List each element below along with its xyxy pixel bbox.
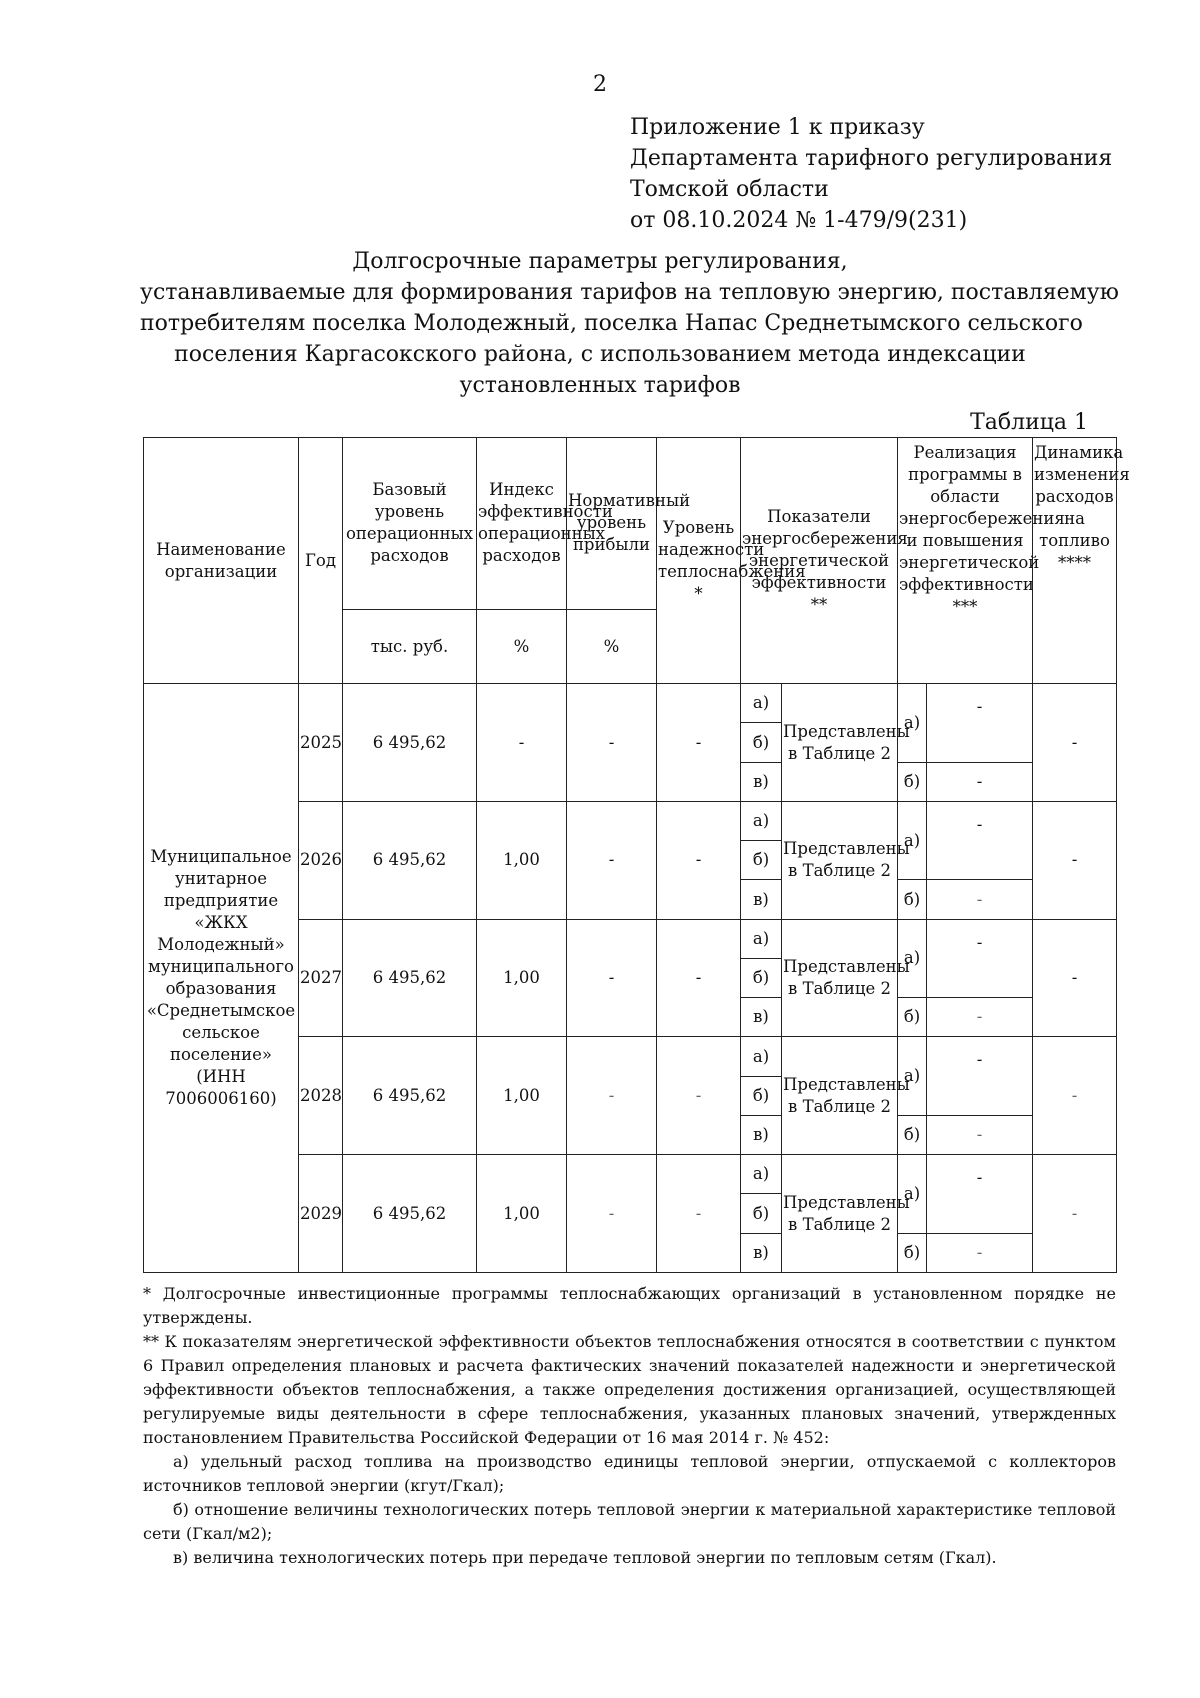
program-b-value: - — [927, 762, 1033, 801]
fuel-dynamics-cell: - — [1033, 801, 1117, 919]
base-cost-cell: 6 495,62 — [343, 801, 477, 919]
fuel-dynamics-cell: - — [1033, 684, 1117, 802]
fuel-dynamics-cell: - — [1033, 919, 1117, 1037]
indicators-reference-cell: Представлены в Таблице 2 — [782, 801, 898, 919]
table-row — [144, 684, 1117, 723]
program-sub-label: б) — [898, 762, 927, 801]
program-sub-label: а) — [898, 801, 927, 880]
reliability-cell: - — [657, 1037, 741, 1155]
unit-base-cost: тыс. руб. — [343, 609, 477, 683]
header-program: Реализация программы в области энергосбережения и повышения энергетической эффективности *** — [898, 438, 1033, 684]
footnote-item-a: а) удельный расход топлива на производство единицы тепловой энергии, отпускаемой с коллекторов источников тепловой энергии (кгут/Гкал); — [143, 1452, 1116, 1495]
header-efficiency-index: Индекс эффективности операционных расходов — [477, 438, 567, 610]
program-sub-label: б) — [898, 998, 927, 1037]
program-a-value: - — [927, 919, 1033, 998]
indicator-sub-label: б) — [741, 1076, 782, 1115]
reliability-cell: - — [657, 919, 741, 1037]
appendix-line: Приложение 1 к приказу — [630, 115, 925, 140]
base-cost-cell: 6 495,62 — [343, 684, 477, 802]
fuel-dynamics-cell: - — [1033, 1037, 1117, 1155]
year-cell: 2026 — [299, 801, 343, 919]
program-sub-label: б) — [898, 880, 927, 919]
program-sub-label: б) — [898, 1233, 927, 1272]
unit-profit-level: % — [567, 609, 657, 683]
efficiency-index-cell: 1,00 — [477, 919, 567, 1037]
program-b-value: - — [927, 1233, 1033, 1272]
title-line: поселения Каргасокского района, с использованием метода индексации — [174, 342, 1026, 367]
footnote-1: * Долгосрочные инвестиционные программы теплоснабжающих организаций в установленном порядке не утверждены. — [143, 1284, 1116, 1327]
year-cell: 2028 — [299, 1037, 343, 1155]
header-year: Год — [299, 438, 343, 684]
parameters-table — [143, 437, 1130, 1273]
program-a-value: - — [927, 1155, 1033, 1234]
title-line: потребителям поселка Молодежный, поселка Напас Среднетымского сельского — [140, 311, 1083, 336]
year-cell: 2025 — [299, 684, 343, 802]
reliability-cell: - — [657, 801, 741, 919]
page-number: 2 — [593, 72, 607, 97]
footnote-2: ** К показателям энергетической эффективности объектов теплоснабжения относятся в соответствии с пунктом 6 Правил определения плановых и расчета фактических значений показателей надежности и энергетической эффективности объектов теплоснабжения, а также определения достижения организацией, осуществляющей регулируемые виды деятельности в сфере теплоснабжения, указанных плановых значений, утвержденных постановлением Правительства Российской Федерации от 16 мая 2014 г. № 452: — [143, 1332, 1116, 1447]
profit-level-cell: - — [567, 684, 657, 802]
footnote-item-v: в) величина технологических потерь при передаче тепловой энергии по тепловым сетям (Гкал). — [173, 1548, 997, 1567]
program-sub-label: а) — [898, 919, 927, 998]
reliability-cell: - — [657, 1155, 741, 1273]
unit-efficiency-index: % — [477, 609, 567, 683]
footnote-item-b: б) отношение величины технологических потерь тепловой энергии к материальной характеристике тепловой сети (Гкал/м2); — [143, 1500, 1116, 1543]
indicator-sub-label: в) — [741, 1233, 782, 1272]
indicator-sub-label: б) — [741, 841, 782, 880]
indicators-reference-cell: Представлены в Таблице 2 — [782, 919, 898, 1037]
indicators-reference-cell: Представлены в Таблице 2 — [782, 1037, 898, 1155]
header-base-cost: Базовый уровень операционных расходов — [343, 438, 477, 610]
indicator-sub-label: в) — [741, 762, 782, 801]
indicator-sub-label: в) — [741, 1115, 782, 1154]
program-sub-label: а) — [898, 684, 927, 763]
appendix-line: от 08.10.2024 № 1-479/9(231) — [630, 208, 968, 233]
title-line: установленных тарифов — [459, 373, 741, 398]
profit-level-cell: - — [567, 1155, 657, 1273]
base-cost-cell: 6 495,62 — [343, 919, 477, 1037]
organization-name: Муниципальное унитарное предприятие «ЖКХ Молодежный» муниципального образования «Среднетымское сельское поселение» (ИНН 7006006160) — [144, 684, 299, 1273]
appendix-line: Департамента тарифного регулирования — [630, 146, 1113, 171]
program-a-value: - — [927, 801, 1033, 880]
efficiency-index-cell: 1,00 — [477, 1155, 567, 1273]
header-fuel-dynamics: Динамика изменения расходов на топливо **** — [1033, 438, 1117, 684]
indicator-sub-label: б) — [741, 958, 782, 997]
efficiency-index-cell: 1,00 — [477, 1037, 567, 1155]
program-sub-label: а) — [898, 1037, 927, 1116]
document-title — [140, 246, 1119, 401]
base-cost-cell: 6 495,62 — [343, 1037, 477, 1155]
year-cell: 2027 — [299, 919, 343, 1037]
header-energy-indicators: Показатели энергосбережения энергетической эффективности ** — [741, 438, 898, 684]
program-b-value: - — [927, 1115, 1033, 1154]
efficiency-index-cell: 1,00 — [477, 801, 567, 919]
reliability-cell: - — [657, 684, 741, 802]
fuel-dynamics-cell: - — [1033, 1155, 1117, 1273]
profit-level-cell: - — [567, 919, 657, 1037]
header-reliability: Уровень надежности теплоснабжения * — [657, 438, 741, 684]
program-b-value: - — [927, 998, 1033, 1037]
table-label: Таблица 1 — [970, 410, 1088, 435]
efficiency-index-cell: - — [477, 684, 567, 802]
appendix-line: Томской области — [630, 177, 829, 202]
program-a-value: - — [927, 1037, 1033, 1116]
title-line: Долгосрочные параметры регулирования, — [352, 249, 848, 274]
program-a-value: - — [927, 684, 1033, 763]
program-sub-label: а) — [898, 1155, 927, 1234]
year-cell: 2029 — [299, 1155, 343, 1273]
footnotes — [143, 1282, 1116, 1570]
program-b-value: - — [927, 880, 1033, 919]
indicator-sub-label: в) — [741, 880, 782, 919]
indicator-sub-label: б) — [741, 1194, 782, 1233]
base-cost-cell: 6 495,62 — [343, 1155, 477, 1273]
indicator-sub-label: а) — [741, 1037, 782, 1076]
profit-level-cell: - — [567, 1037, 657, 1155]
title-line: устанавливаемые для формирования тарифов на тепловую энергию, поставляемую — [140, 280, 1119, 305]
indicator-sub-label: б) — [741, 723, 782, 762]
indicators-reference-cell: Представлены в Таблице 2 — [782, 684, 898, 802]
indicator-sub-label: в) — [741, 998, 782, 1037]
program-sub-label: б) — [898, 1115, 927, 1154]
indicator-sub-label: а) — [741, 684, 782, 723]
indicator-sub-label: а) — [741, 801, 782, 840]
appendix-block — [630, 112, 1112, 236]
header-org: Наименование организации — [144, 438, 299, 684]
header-profit-level: Нормативный уровень прибыли — [567, 438, 657, 610]
profit-level-cell: - — [567, 801, 657, 919]
indicators-reference-cell: Представлены в Таблице 2 — [782, 1155, 898, 1273]
indicator-sub-label: а) — [741, 919, 782, 958]
indicator-sub-label: а) — [741, 1155, 782, 1194]
